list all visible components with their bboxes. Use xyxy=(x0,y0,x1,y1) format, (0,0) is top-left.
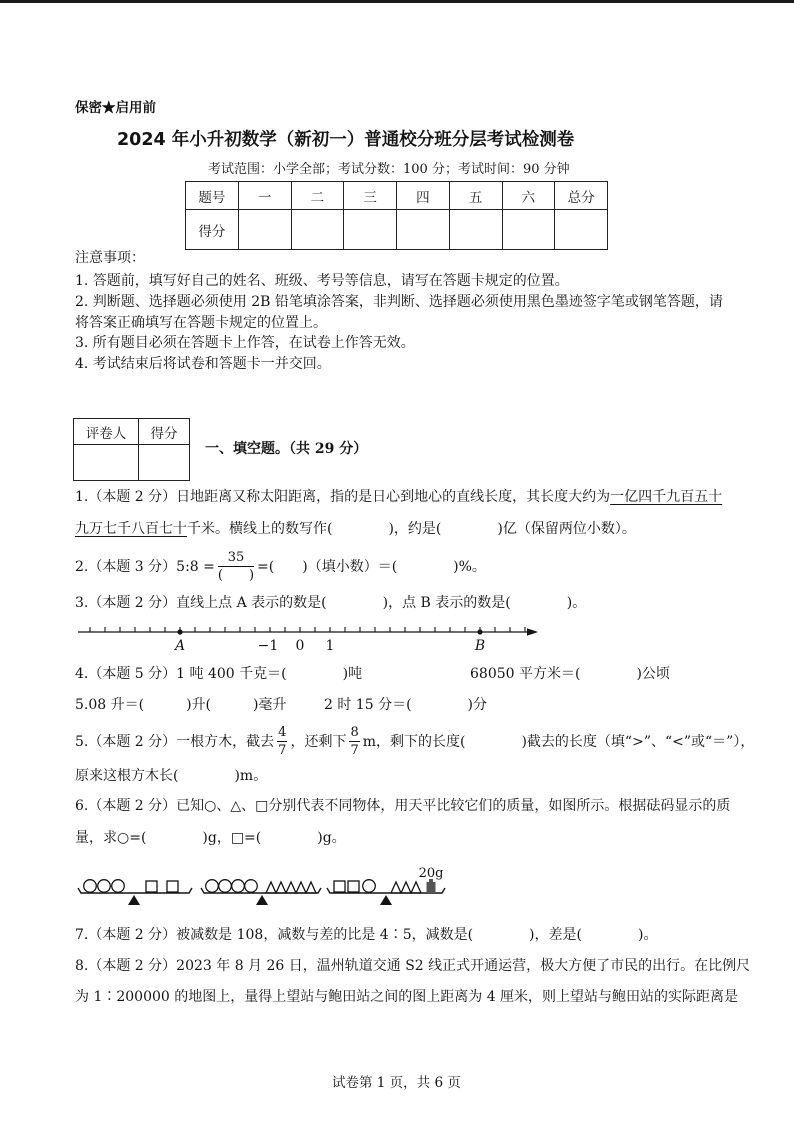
square-object xyxy=(334,881,345,892)
section-title: 一、填空题。（共 29 分） xyxy=(205,441,368,457)
q6-line-1: 6.（本题 2 分）已知○、△、□分别代表不同物体，用天平比较它们的质量，如图所示。根据砝码显示的质 xyxy=(75,798,731,814)
fraction-numerator: 4 xyxy=(278,724,287,740)
q1-line-1 xyxy=(75,488,722,506)
number-line-ticks xyxy=(90,627,525,632)
grader-table-header: 评卷人 xyxy=(74,419,139,445)
triangle-object xyxy=(411,882,421,893)
triangle-object xyxy=(296,882,306,893)
triangle-object xyxy=(266,882,276,893)
score-table-header: 五 xyxy=(449,182,502,210)
q1-text: 1.（本题 2 分）日地距离又称太阳距离，指的是日心到地心的直线长度，其长度大约为 xyxy=(75,489,611,505)
balance-figures xyxy=(70,858,455,910)
q5-suffix: m，剩下的长度( )截去的长度（填“>”、“<”或“＝”）， xyxy=(362,734,755,750)
exam-info: 考试范围：小学全部；考试分数：100 分；考试时间：90 分钟 xyxy=(208,162,570,177)
score-table-header: 一 xyxy=(238,182,291,210)
notice-line: 4. 考试结束后将试卷和答题卡一并交回。 xyxy=(75,356,331,372)
fulcrum xyxy=(256,895,268,905)
q4-area-conversion: 68050 平方米＝( )公顷 xyxy=(470,666,670,682)
score-cell xyxy=(238,210,291,250)
score-cell xyxy=(449,210,502,250)
balance-1 xyxy=(78,880,192,905)
score-table-header-row xyxy=(186,182,608,210)
grader-table-header-row xyxy=(74,419,190,445)
tick-label-zero: 0 xyxy=(295,638,305,654)
score-table xyxy=(185,181,608,250)
square-object xyxy=(348,881,359,892)
q1-underlined-number: 九万七千八百七十 xyxy=(75,521,187,537)
notice-line: 将答案正确填写在答题卡规定的位置上。 xyxy=(75,315,327,331)
fraction-denominator: 7 xyxy=(278,742,287,758)
point-a-label: A xyxy=(174,638,186,654)
q3-text: 3.（本题 2 分）直线上点 A 表示的数是( )，点 B 表示的数是( )。 xyxy=(75,595,587,611)
square-object xyxy=(146,881,157,892)
q8-line-1: 8.（本题 2 分）2023 年 8 月 26 日，温州轨道交通 S2 线正式开通运营，极大方便了市民的出行。在比例尺 xyxy=(75,958,751,974)
page-footer: 试卷第 1 页，共 6 页 xyxy=(332,1075,461,1091)
fulcrum xyxy=(128,895,140,905)
triangle-object xyxy=(276,882,286,893)
point-b-label: B xyxy=(474,638,486,654)
q5-fraction-cut xyxy=(277,725,287,758)
circle-object xyxy=(232,880,245,893)
score-table-header: 二 xyxy=(291,182,344,210)
grader-table-blank-row xyxy=(74,445,190,481)
score-table-header: 总分 xyxy=(555,182,608,210)
q5-prefix: 5.（本题 2 分）一根方木，截去 xyxy=(75,734,275,750)
q2-line xyxy=(75,549,486,583)
q4-ton-conversion: 4.（本题 5 分）1 吨 400 千克＝( )吨 xyxy=(75,666,363,682)
notice-line: 2. 判断题、选择题必须使用 2B 铅笔填涂答案，非判断、选择题必须使用黑色墨迹签字笔或钢笔答题，请 xyxy=(75,294,723,310)
q8-line-2: 为 1∶200000 的地图上，量得上望站与鲍田站之间的图上距离为 4 厘米，则上望站与鲍田站的实际距离是 xyxy=(75,989,739,1005)
circle-object xyxy=(363,880,376,893)
q1-line-2 xyxy=(75,520,636,538)
number-line-arrow xyxy=(527,628,538,635)
fulcrum xyxy=(380,895,392,905)
q2-suffix: =( )（填小数）＝( )%。 xyxy=(257,559,486,575)
score-table-header: 四 xyxy=(397,182,450,210)
score-cell xyxy=(397,210,450,250)
triangle-object xyxy=(391,882,401,893)
score-row-label: 得分 xyxy=(186,210,239,250)
secret-label: 保密★启用前 xyxy=(75,100,156,116)
number-line xyxy=(70,616,550,658)
fraction-numerator: 35 xyxy=(218,550,254,567)
square-object xyxy=(167,881,178,892)
tick-label-minus-one: −1 xyxy=(257,638,279,654)
triangle-object xyxy=(401,882,411,893)
notice-line: 1. 答题前，填写好自己的姓名、班级、考号等信息，请写在答题卡规定的位置。 xyxy=(75,273,569,289)
q5-line-1 xyxy=(75,724,754,758)
fraction-denominator: 7 xyxy=(350,742,359,758)
q7-text: 7.（本题 2 分）被减数是 108，减数与差的比是 4∶5，减数是( )，差是( )。 xyxy=(75,927,658,943)
score-table-header: 六 xyxy=(502,182,555,210)
balance-2 xyxy=(201,880,321,905)
score-cell xyxy=(502,210,555,250)
q4-volume-conversion: 5.08 升＝( )升( )毫升 xyxy=(75,697,287,713)
notice-line: 3. 所有题目必须在答题卡上作答，在试卷上作答无效。 xyxy=(75,335,415,351)
q5-mid: ，还剩下 xyxy=(290,734,347,750)
score-cell xyxy=(291,210,344,250)
q5-fraction-remaining xyxy=(349,725,359,758)
circle-object xyxy=(84,880,97,893)
triangle-object xyxy=(286,882,296,893)
q5-line-2: 原来这根方木长( )m。 xyxy=(75,768,268,784)
grader-cell xyxy=(139,445,190,481)
weight xyxy=(427,882,436,893)
exam-title: 2024 年小升初数学（新初一）普通校分班分层考试检测卷 xyxy=(117,130,575,150)
grader-table xyxy=(73,418,190,481)
q1-text: 千米。横线上的数写作( )，约是( )亿（保留两位小数）。 xyxy=(187,521,636,537)
score-table-score-row xyxy=(186,210,608,250)
point-b-dot xyxy=(477,629,482,634)
q2-prefix: 2.（本题 3 分）5:8 = xyxy=(75,559,215,575)
circle-object xyxy=(245,880,258,893)
q2-fraction xyxy=(218,550,254,583)
score-table-header: 题号 xyxy=(186,182,239,210)
notice-heading: 注意事项： xyxy=(75,250,145,266)
circle-object xyxy=(98,880,111,893)
weight-label: 20g xyxy=(418,866,444,881)
circle-object xyxy=(206,880,219,893)
score-cell xyxy=(555,210,608,250)
triangle-object xyxy=(306,882,316,893)
score-cell xyxy=(344,210,397,250)
q6-line-2: 量，求○=( )g，□=( )g。 xyxy=(75,830,346,846)
grader-cell xyxy=(74,445,139,481)
fraction-denominator: ( ) xyxy=(217,567,255,583)
q1-underlined-number: 一亿四千九百五十 xyxy=(610,489,723,505)
scan-edge xyxy=(0,0,794,3)
score-table-header: 三 xyxy=(344,182,397,210)
grader-table-header: 得分 xyxy=(139,419,190,445)
balance-3 xyxy=(327,866,445,905)
point-a-dot xyxy=(177,629,182,634)
fraction-numerator: 8 xyxy=(350,724,359,740)
circle-object xyxy=(219,880,232,893)
tick-label-one: 1 xyxy=(325,638,335,654)
q4-time-conversion: 2 时 15 分＝( )分 xyxy=(324,697,487,713)
circle-object xyxy=(112,880,125,893)
